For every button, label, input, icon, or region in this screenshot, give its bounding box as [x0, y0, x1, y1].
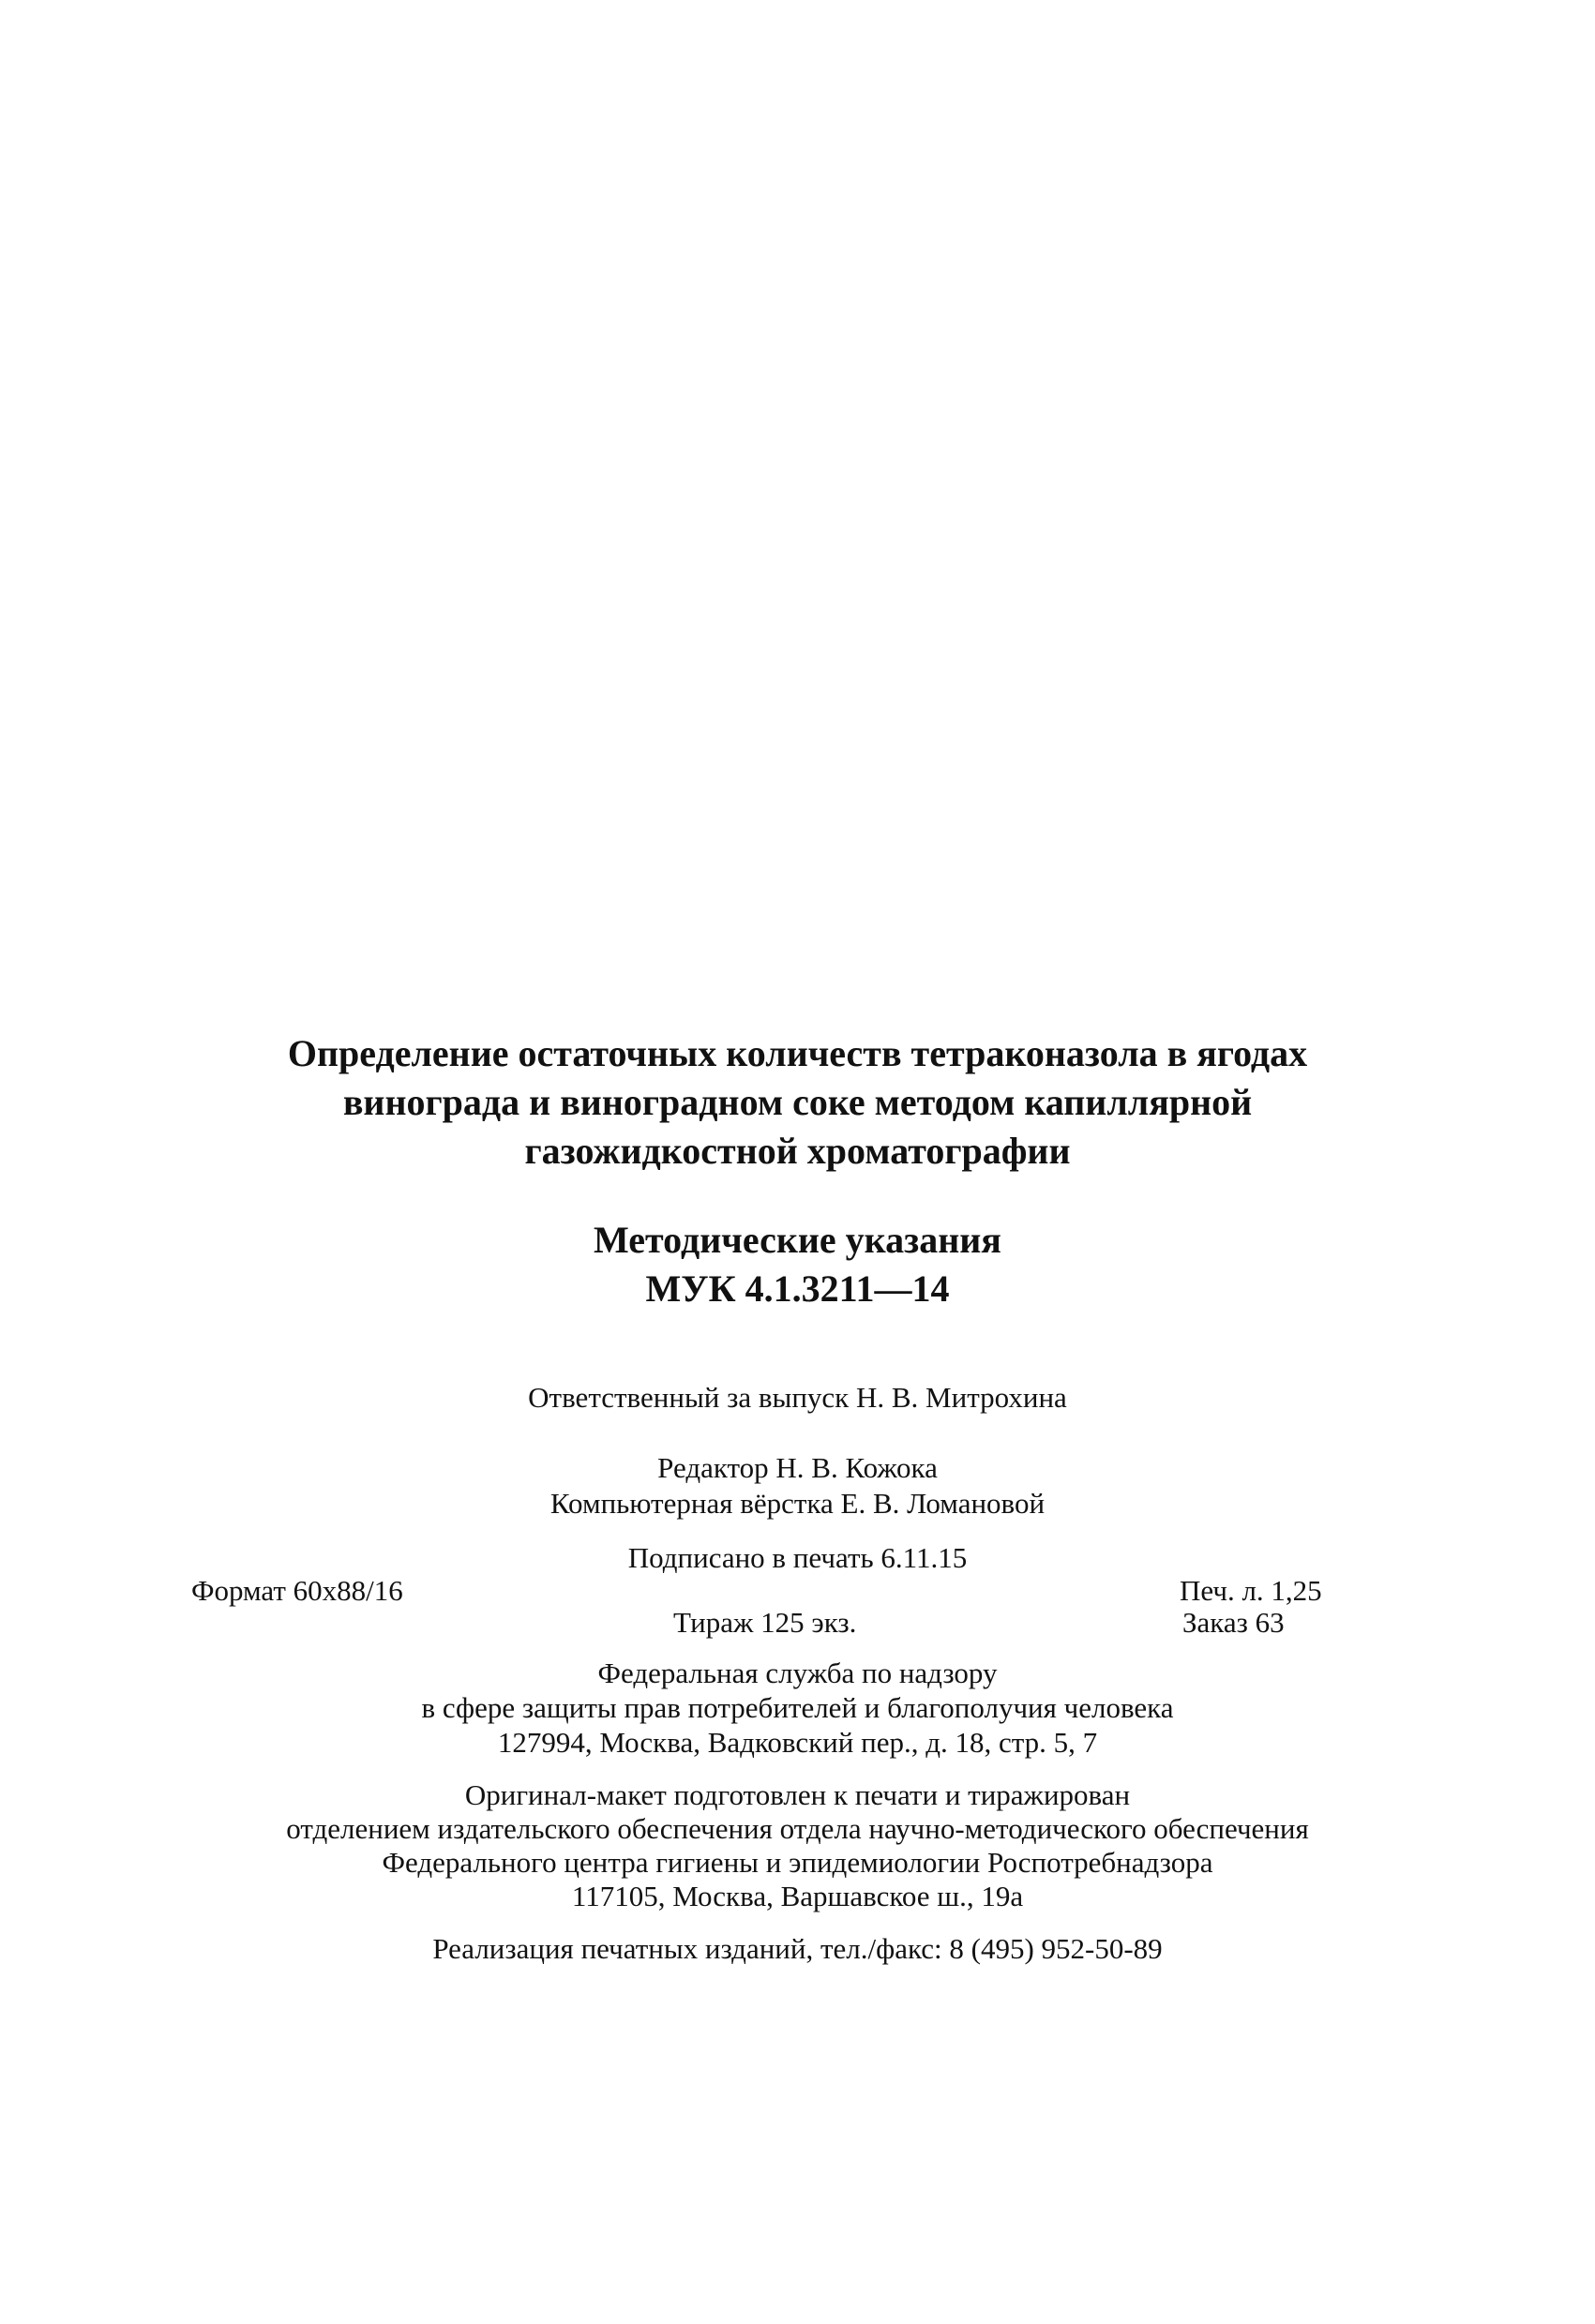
editor: Редактор Н. В. Кожока [657, 1451, 938, 1484]
publisher-line-1: Федеральная служба по надзору [597, 1657, 998, 1689]
printed-sheets: Печ. л. 1,25 [1180, 1574, 1322, 1607]
doc-type: Методические указания [594, 1219, 1001, 1261]
signed-date: Подписано в печать 6.11.15 [627, 1541, 968, 1574]
title-line-3: газожидкостной хроматографии [524, 1130, 1071, 1172]
layout-designer: Компьютерная вёрстка Е. В. Ломановой [549, 1487, 1046, 1520]
publisher-line-2: в сфере защиты прав потребителей и благополучия человека [421, 1691, 1174, 1724]
publisher-line-3: 127994, Москва, Вадковский пер., д. 18, стр. 5, 7 [497, 1726, 1098, 1759]
title-line-1: Определение остаточных количеств тетраконазола в ягодах [287, 1032, 1308, 1074]
printer-line-2: отделением издательского обеспечения отдела научно-методического обеспечения [286, 1812, 1309, 1845]
printer-line-1: Оригинал-макет подготовлен к печати и тиражирован [464, 1778, 1131, 1811]
printer-line-3: Федерального центра гигиены и эпидемиологии Роспотребнадзора [382, 1846, 1213, 1879]
format: Формат 60х88/16 [191, 1574, 403, 1607]
order-number: Заказ 63 [1182, 1606, 1285, 1639]
title-line-2: винограда и виноградном соке методом капиллярной [342, 1081, 1253, 1123]
document-title [0, 1029, 1595, 1176]
responsible-person: Ответственный за выпуск Н. В. Митрохина [528, 1381, 1067, 1414]
circulation: Тираж 125 экз. [673, 1606, 857, 1639]
sales-contact: Реализация печатных изданий, тел./факс: 8 (495) 952-50-89 [432, 1932, 1163, 1965]
printer-line-4: 117105, Москва, Варшавское ш., 19а [571, 1880, 1024, 1912]
document-designation [0, 1216, 1595, 1313]
doc-number: МУК 4.1.3211—14 [645, 1267, 950, 1310]
